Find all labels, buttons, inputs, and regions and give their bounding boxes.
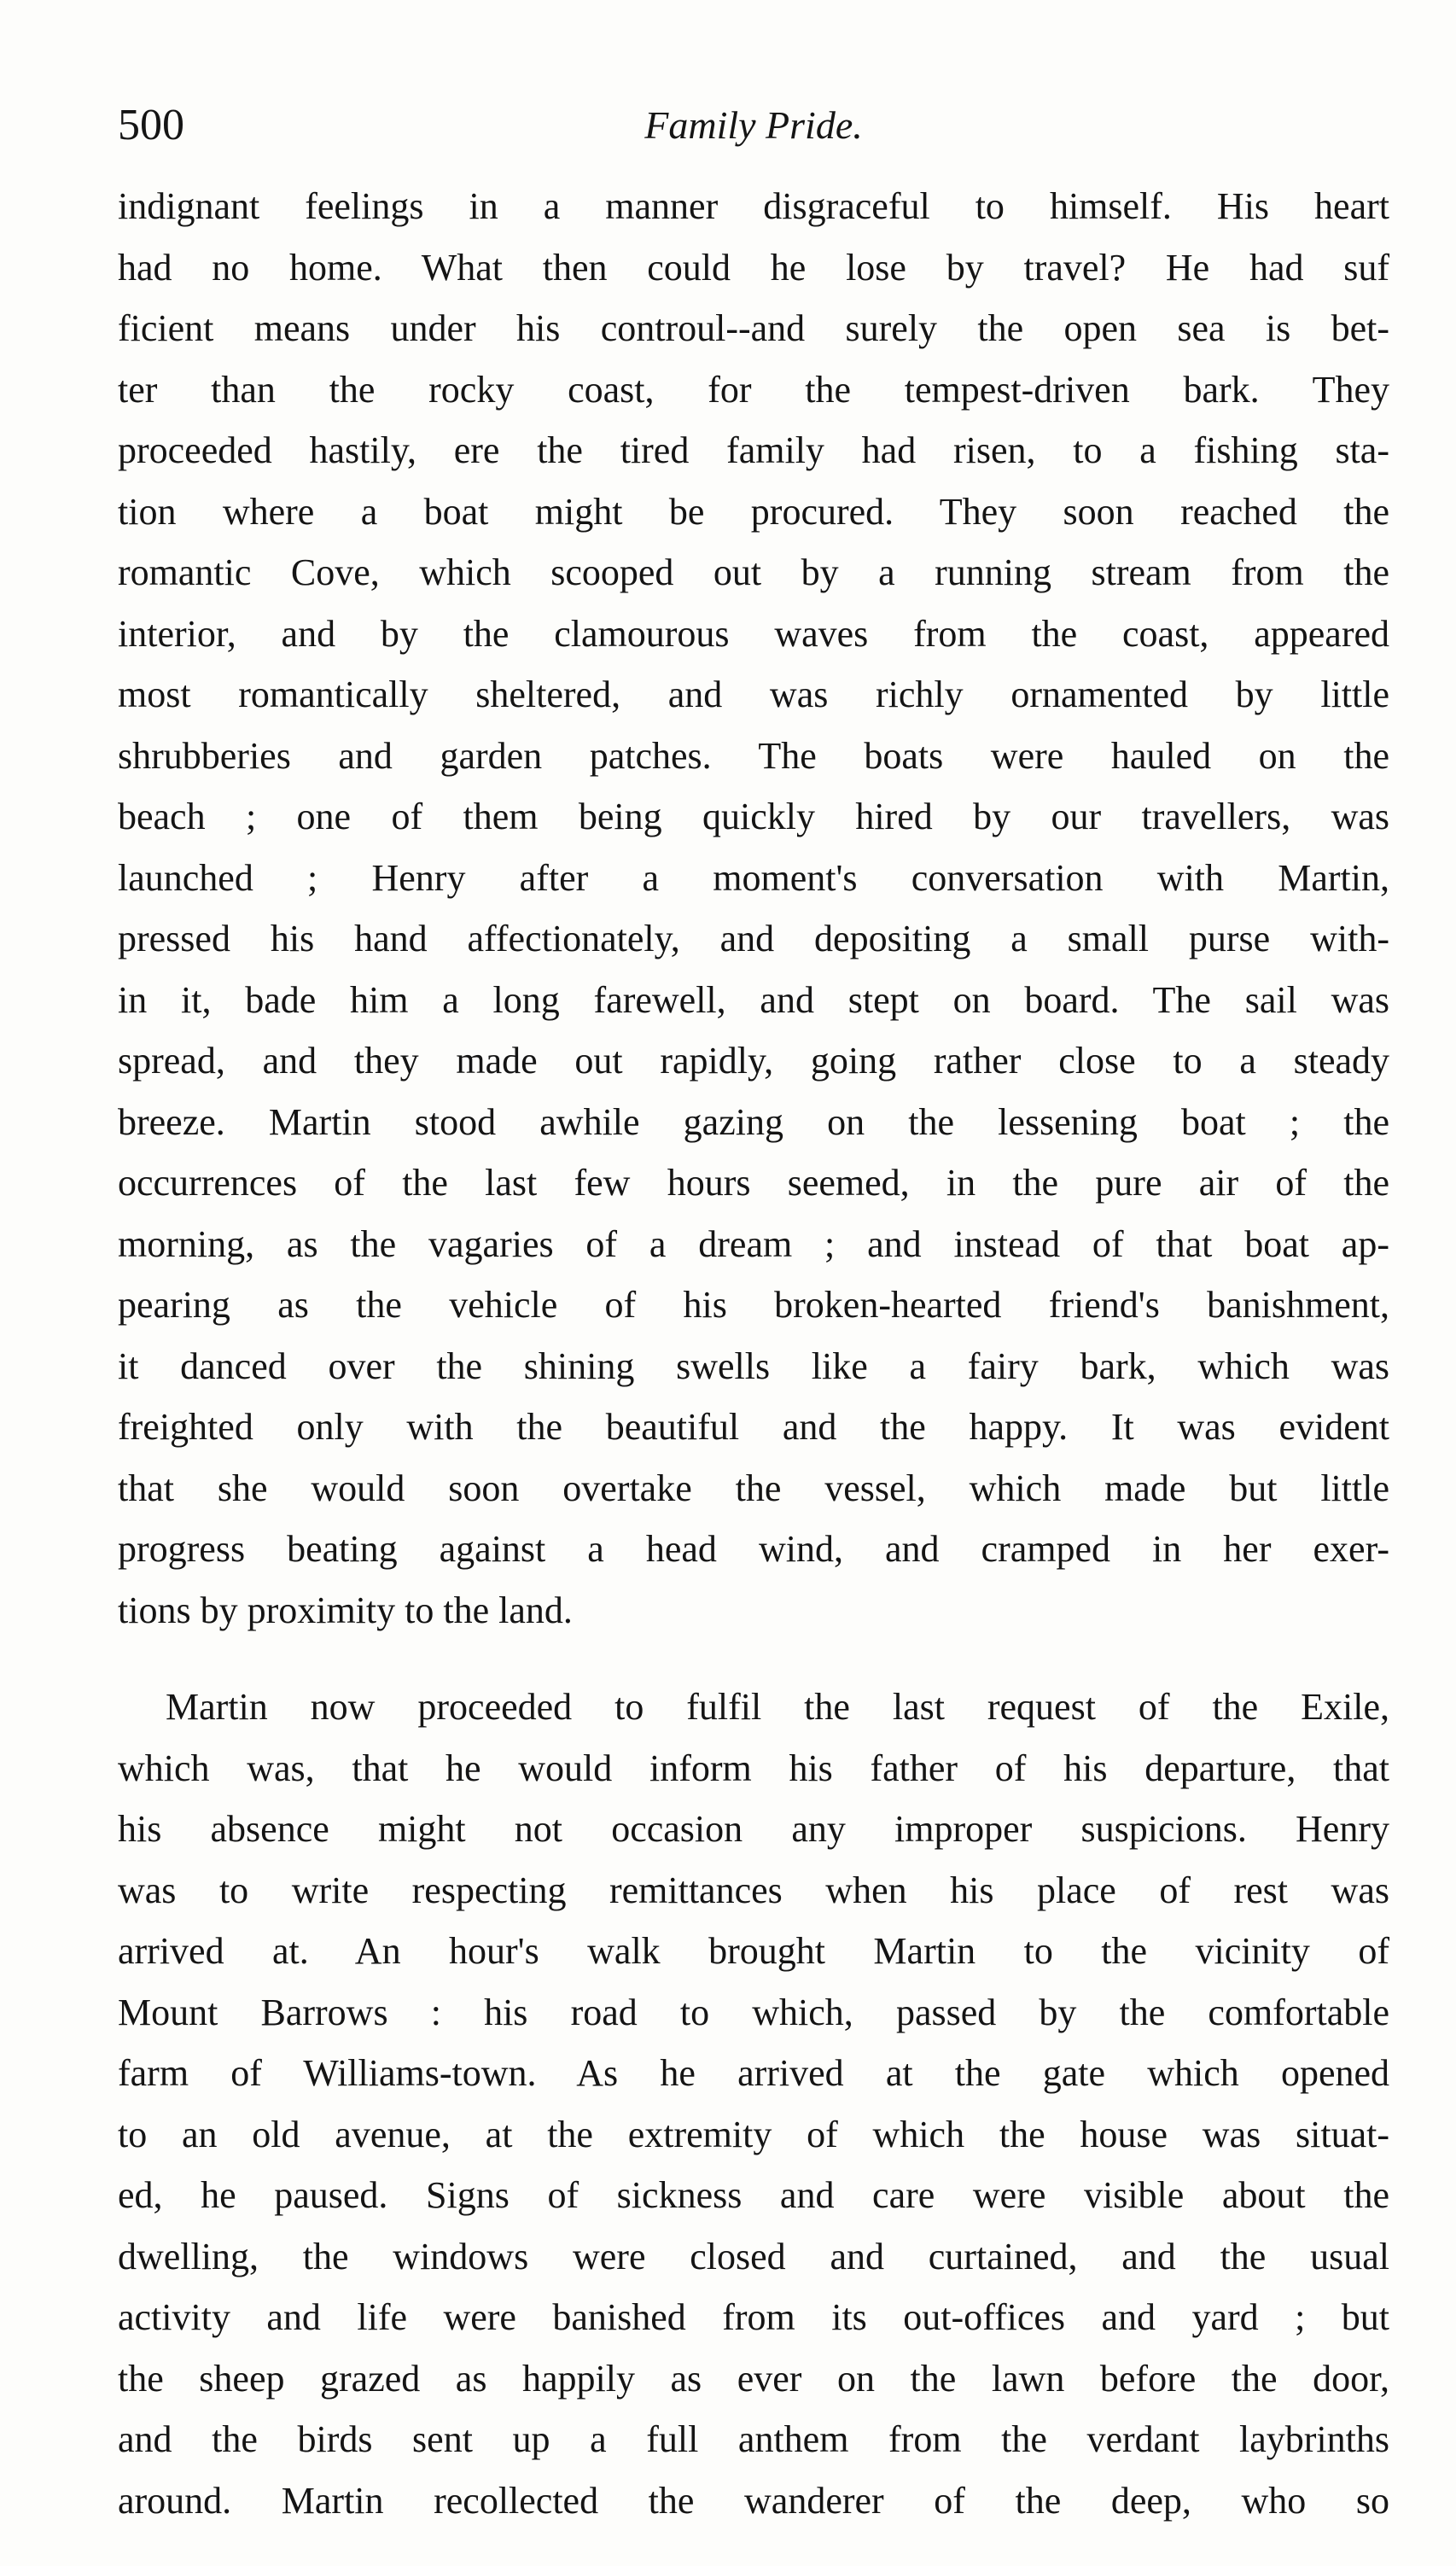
text-line: interior, and by the clamourous waves from the coast, appeared	[118, 612, 1389, 655]
text-line: launched ; Henry after a moment's conversation with Martin,	[118, 856, 1389, 899]
text-line: freighted only with the beautiful and the happy. It was evident	[118, 1406, 1389, 1448]
text-line: breeze. Martin stood awhile gazing on the lessening boat ; the	[118, 1100, 1389, 1143]
page-body	[118, 176, 1389, 2531]
text-line: tions by proximity to the land.	[118, 1589, 573, 1631]
text-line: ed, he paused. Signs of sickness and care were visible about the	[118, 2174, 1389, 2216]
text-line: ficient means under his controul--and surely the open sea is bet-	[118, 307, 1389, 349]
text-line: ter than the rocky coast, for the tempest-driven bark. They	[118, 368, 1389, 411]
text-line: shrubberies and garden patches. The boats were hauled on the	[118, 734, 1389, 777]
text-line: farm of Williams-town. As he arrived at the gate which opened	[118, 2052, 1389, 2094]
text-line: and the birds sent up a full anthem from the verdant laybrinths	[118, 2418, 1389, 2460]
text-line: pearing as the vehicle of his broken-hearted friend's banishment,	[118, 1284, 1389, 1326]
running-title: Family Pride.	[644, 103, 863, 147]
text-line: it danced over the shining swells like a fairy bark, which was	[118, 1344, 1389, 1387]
text-line: most romantically sheltered, and was richly ornamented by little	[118, 674, 1389, 715]
text-line: Mount Barrows : his road to which, passed by the comfortable	[118, 1991, 1389, 2033]
text-line: pressed his hand affectionately, and depositing a small purse with-	[118, 918, 1389, 959]
text-line: that she would soon overtake the vessel, which made but little	[118, 1467, 1389, 1509]
text-line: around. Martin recollected the wanderer of the deep, who so	[118, 2479, 1389, 2522]
text-line: occurrences of the last few hours seemed, in the pure air of the	[118, 1162, 1389, 1204]
text-line: his absence might not occasion any improper suspicions. Henry	[118, 1808, 1389, 1850]
text-line: had no home. What then could he lose by travel? He had suf	[118, 246, 1389, 289]
paragraph	[118, 176, 1389, 1641]
text-line: progress beating against a head wind, and cramped in her exer-	[118, 1528, 1389, 1570]
text-line: to an old avenue, at the extremity of which the house was situat-	[118, 2113, 1389, 2155]
text-line: in it, bade him a long farewell, and stept on board. The sail was	[118, 978, 1389, 1021]
text-line: romantic Cove, which scooped out by a running stream from the	[118, 551, 1389, 593]
text-line: the sheep grazed as happily as ever on the lawn before the door,	[118, 2357, 1389, 2400]
text-line: activity and life were banished from its out-offices and yard ; but	[118, 2296, 1389, 2338]
text-line: Martin now proceeded to fulfil the last request of the Exile,	[166, 1686, 1389, 1728]
text-line: spread, and they made out rapidly, going rather close to a steady	[118, 1040, 1389, 1082]
text-line: beach ; one of them being quickly hired by our travellers, was	[118, 796, 1389, 837]
page-header	[118, 96, 1389, 155]
text-line: arrived at. An hour's walk brought Martin to the vicinity of	[118, 1930, 1389, 1972]
text-line: morning, as the vagaries of a dream ; and instead of that boat ap-	[118, 1222, 1389, 1265]
paragraph-spacer	[118, 1641, 1389, 1677]
text-line: was to write respecting remittances when his place of rest was	[118, 1869, 1389, 1911]
text-line: which was, that he would inform his father of his departure, that	[118, 1747, 1389, 1789]
text-line: indignant feelings in a manner disgraceful to himself. His heart	[118, 185, 1389, 227]
text-line: tion where a boat might be procured. They soon reached the	[118, 490, 1389, 533]
text-line: proceeded hastily, ere the tired family had risen, to a fishing sta-	[118, 429, 1389, 471]
page-number: 500	[118, 101, 184, 149]
text-line: dwelling, the windows were closed and curtained, and the usual	[118, 2235, 1389, 2277]
paragraph	[118, 1677, 1389, 2531]
